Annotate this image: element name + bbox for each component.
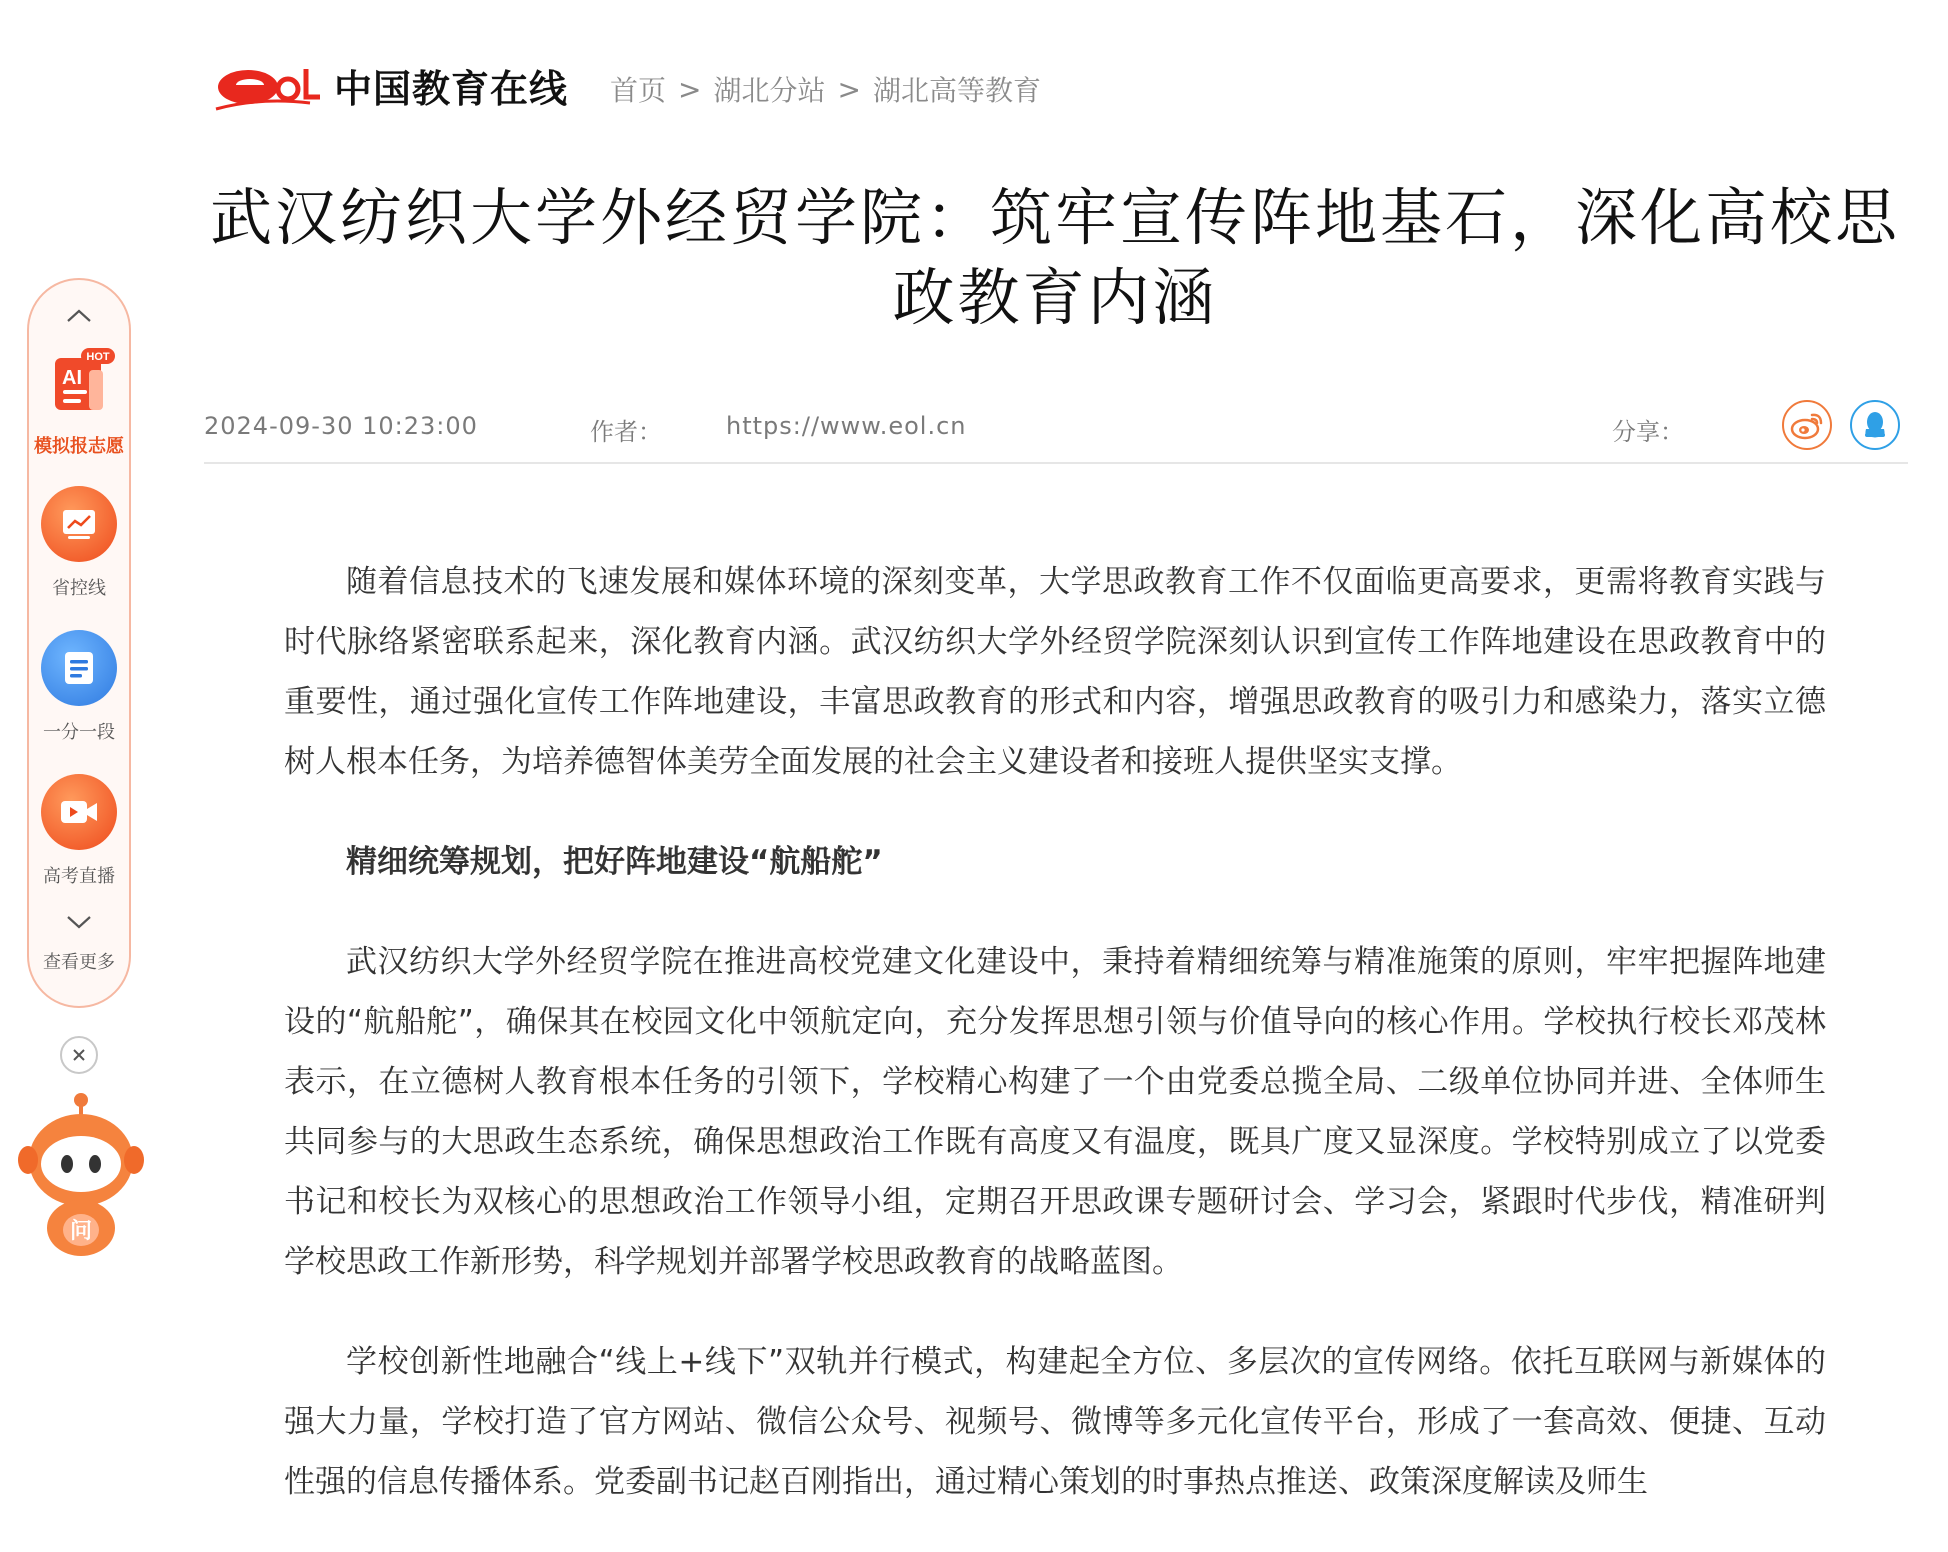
breadcrumb-hubei-higher-ed[interactable]: 湖北高等教育 (872, 74, 1041, 107)
article-meta (204, 400, 1908, 464)
article-paragraph: 随着信息技术的飞速发展和媒体环境的深刻变革，大学思政教育工作不仅面临更高要求，更需将教育实践与时代脉络紧密联系起来，深化教育内涵。武汉纺织大学外经贸学院深刻认识到宣传工作阵地建设在思政教育中的重要性，通过强化宣传工作阵地建设，丰富思政教育的形式和内容，增强思政教育的吸引力和感染力，落实立德树人根本任务，为培养德智体美劳全面发展的社会主义建设者和接班人提供坚实支撑。 (284, 564, 1826, 780)
chevron-up-icon[interactable] (64, 306, 94, 326)
chevron-down-icon[interactable] (64, 912, 94, 932)
sidebar-item-label: 高考直播 (43, 866, 115, 887)
sidebar-item-label: 省控线 (52, 578, 106, 599)
site-logo[interactable] (210, 53, 568, 117)
ai-label: AI (62, 367, 82, 389)
assistant-mascot[interactable] (14, 1090, 148, 1260)
share-label: 分享： (1612, 418, 1684, 446)
author-label: 作者： (590, 418, 662, 446)
breadcrumb-hubei[interactable]: 湖北分站 (713, 74, 826, 107)
article-paragraph: 学校创新性地融合“线上+线下”双轨并行模式，构建起全方位、多层次的宣传网络。依托互联网与新媒体的强大力量，学校打造了官方网站、微信公众号、视频号、微博等多元化宣传平台，形成了一套高效、便捷、互动性强的信息传播体系。党委副书记赵百刚指出，通过精心策划的时事热点推送、政策深度解读及师生 (284, 1344, 1826, 1500)
qq-icon (1861, 409, 1889, 441)
weibo-share-button[interactable] (1782, 400, 1832, 450)
close-icon (71, 1047, 87, 1063)
list-icon (41, 630, 117, 706)
floating-sidebar (27, 278, 131, 1008)
sidebar-item-live[interactable] (29, 774, 129, 888)
sidebar-item-label: 模拟报志愿 (34, 436, 124, 457)
article-source: https://www.eol.cn (726, 412, 967, 440)
close-sidebar-button[interactable] (60, 1036, 98, 1074)
chart-icon (41, 486, 117, 562)
article-body (284, 552, 1826, 1552)
breadcrumb-separator: > (678, 72, 702, 106)
video-icon (41, 774, 117, 850)
breadcrumb (610, 61, 1041, 109)
publish-date: 2024-09-30 10:23:00 (204, 412, 478, 440)
view-more-link[interactable]: 查看更多 (43, 952, 115, 973)
ai-form-icon (41, 344, 117, 420)
robot-mascot-icon (14, 1090, 148, 1260)
sidebar-item-control-line[interactable] (29, 486, 129, 600)
breadcrumb-home[interactable]: 首页 (610, 74, 667, 107)
sidebar-item-score-ranking[interactable] (29, 630, 129, 744)
breadcrumb-separator: > (837, 72, 861, 106)
weibo-icon (1790, 410, 1824, 440)
sidebar-item-simulate-application[interactable] (29, 344, 129, 458)
site-header (210, 50, 1041, 120)
sidebar-item-label: 一分一段 (43, 722, 115, 743)
eol-logo-mark (210, 53, 322, 117)
article-subheading: 精细统筹规划，把好阵地建设“航船舵” (346, 844, 883, 880)
logo-text: 中国教育在线 (334, 66, 569, 111)
article-title: 武汉纺织大学外经贸学院：筑牢宣传阵地基石，深化高校思政教育内涵 (209, 181, 1900, 334)
qq-share-button[interactable] (1850, 400, 1900, 450)
article-paragraph: 武汉纺织大学外经贸学院在推进高校党建文化建设中，秉持着精细统筹与精准施策的原则，牢牢把握阵地建设的“航船舵”，确保其在校园文化中领航定向，充分发挥思想引领与价值导向的核心作用。学校执行校长邓茂林表示，在立德树人教育根本任务的引领下，学校精心构建了一个由党委总揽全局、二级单位协同并进、全体师生共同参与的大思政生态系统，确保思想政治工作既有高度又有温度，既具广度又显深度。学校特别成立了以党委书记和校长为双核心的思想政治工作领导小组，定期召开思政课专题研讨会、学习会，紧跟时代步伐，精准研判学校思政工作新形势，科学规划并部署学校思政教育的战略蓝图。 (284, 944, 1826, 1280)
mascot-text: 问 (69, 1219, 93, 1244)
hot-badge: HOT (86, 351, 110, 363)
